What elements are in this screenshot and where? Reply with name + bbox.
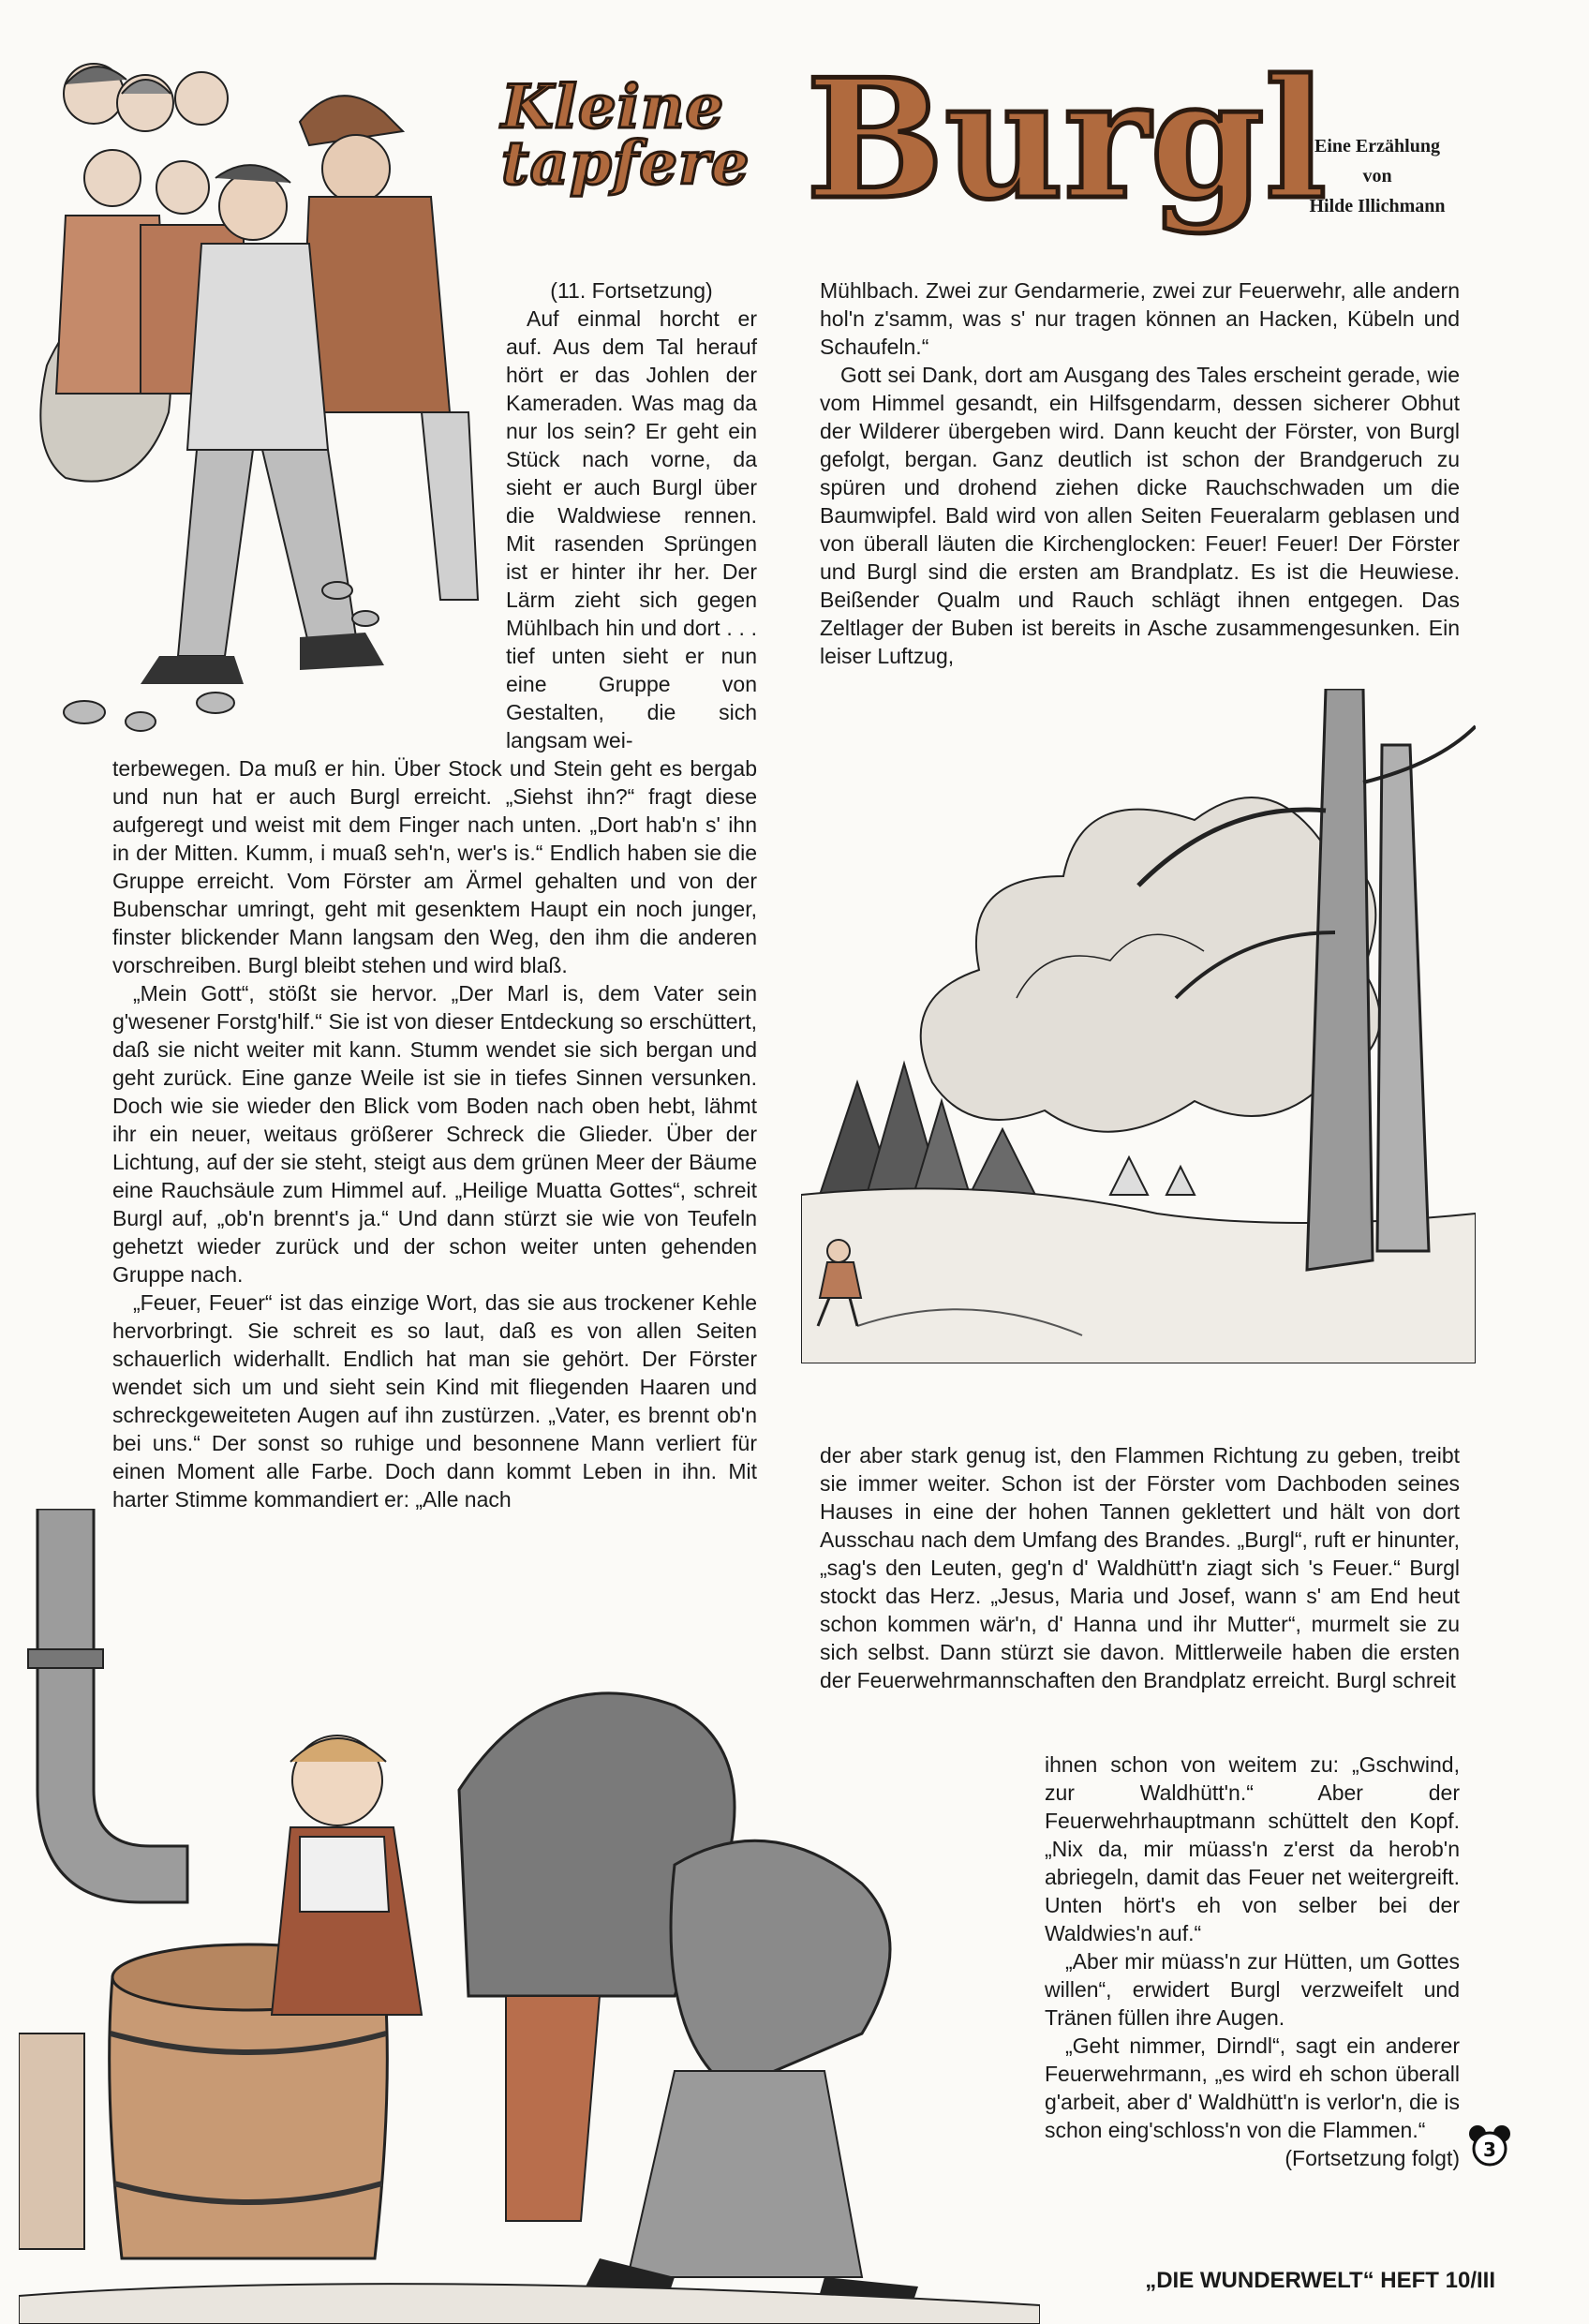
text-column-left-wide	[112, 754, 757, 1513]
illustration-forest-fire	[801, 689, 1476, 1363]
footer-magazine-issue: „DIE WUNDERWELT“ HEFT 10/III	[1145, 2268, 1495, 2293]
byline-line-2: von	[1362, 166, 1392, 186]
illustration-boys-and-forester	[28, 56, 506, 750]
paragraph: der aber stark genug ist, den Flammen Richtung zu geben, treibt sie immer weiter. Schon ist der Förster vom Dachboden seines Hauses in eine der hohen Tannen geklettert und hält von dort Ausschau nach dem Umfang des Brandes. „Burgl“, ruft er hinunter, „sag's den Leuten, geg'n d' Waldhütt'n ziagt sich 's Feuer.“ Burgl stockt das Herz. „Jesus, Maria und Josef, wann s' am End heut schon kommen wär'n, d' Hanna und ihr Mutter“, murmelt sie zu sich selbst. Dann stürzt sie davon. Mittlerweile haben die ersten der Feuerwehrmannschaften den Brandplatz erreicht. Burgl schreit	[820, 1443, 1460, 1692]
byline-line-1: Eine Erzählung	[1314, 136, 1440, 156]
paragraph: „Aber mir müass'n zur Hütten, um Gottes willen“, erwidert Burgl verzweifelt und Tränen füllen ihre Augen.	[1045, 1949, 1460, 2030]
illustration-barrel-and-firefighters	[19, 1509, 1040, 2324]
continuation-note: (11. Fortsetzung)	[550, 278, 713, 303]
text-column-right-bottom	[1045, 1750, 1460, 2172]
page-number: 3	[1483, 2138, 1496, 2161]
paragraph: Mühlbach. Zwei zur Gendarmerie, zwei zur Feuerwehr, alle andern hol'n z'samm, was s' nur tragen können an Hacken, Kübeln und Schaufeln.“	[820, 278, 1460, 359]
byline	[1274, 131, 1480, 221]
paragraph: „Geht nimmer, Dirndl“, sagt ein anderer Feuerwehrmann, „es wird eh schon überall g'arbeit, aber d' Waldhütt'n is verlor'n, die is schon eing'schloss'n von die Flammen.“	[1045, 2034, 1460, 2142]
text-column-right-top	[820, 276, 1460, 670]
paragraph: ihnen schon von weitem zu: „Gschwind, zur Waldhütt'n.“ Aber der Feuerwehrhauptmann schüttelt den Kopf. „Nix da, mir müass'n z'erst da herob'n abriegeln, damit das Feuer net weitergreift. Unten hört's eh von selber bei der Waldwies'n auf.“	[1045, 1752, 1460, 1945]
paragraph: terbewegen. Da muß er hin. Über Stock und Stein geht es bergab und nun hat er auch Burgl erreicht. „Siehst ihn?“ fragt diese aufgeregt und weist mit dem Finger nach unten. „Dort hab'n s' ihn in der Mitten. Kumm, i muaß seh'n, wer's is.“ Endlich haben sie die Gruppe erreicht. Vom Förster am Ärmel gehalten und von der Bubenschar umringt, geht mit gesenktem Haupt ein noch junger, finster blickender Mann langsam den Weg, den ihm die anderen vorschreiben. Burgl bleibt stehen und wird blaß.	[112, 756, 757, 977]
page-number-mascot	[1466, 2123, 1513, 2169]
title-small	[501, 72, 750, 199]
text-column-left-narrow	[506, 276, 757, 754]
paragraph: „Mein Gott“, stößt sie hervor. „Der Marl is, dem Vater sein g'wesener Forstg'hilf.“ Sie ist von dieser Entdeckung so erschüttert, daß sie nicht weiter mit kann. Stumm wendet sie sich bergan und geht zurück. Eine ganze Weile ist sie in tiefes Sinnen versunken. Doch wie sie wieder den Blick vom Boden nach oben hebt, lähmt ihr ein neuer, weitaus größerer Schreck die Glieder. Über der Lichtung, auf der sie steht, steigt aus dem grünen Meer der Bäume eine Rauchsäule zum Himmel auf. „Heilige Muatta Gottes“, schreit Burgl auf, „ob'n brennt's ja.“ Und dann stürzt sie wie von Teufeln gehetzt wieder zurück und der schon weiter unten gehenden Gruppe nach.	[112, 981, 757, 1287]
paragraph: Auf einmal horcht er auf. Aus dem Tal herauf hört er das Johlen der Kameraden. Was mag da nur los sein? Er geht ein Stück nach vorne, da sieht er auch Burgl über die Waldwiese rennen. Mit rasenden Sprüngen ist er hinter ihr her. Der Lärm zieht sich gegen Mühlbach hin und dort . . . tief unten sieht er nun eine Gruppe von Gestalten, die sich langsam wei-	[506, 306, 757, 752]
continued-note: (Fortsetzung folgt)	[1285, 2146, 1460, 2170]
title-line-1: Kleine	[501, 72, 725, 142]
paragraph: „Feuer, Feuer“ ist das einzige Wort, das sie aus trockener Kehle hervorbringt. Sie schreit es so laut, daß es von allen Seiten schauerlich widerhallt. Endlich hat man sie gehört. Der Förster wendet sich um und sieht sein Kind mit fliegenden Haaren und schreckgeweiteten Augen auf ihn zustürzen. „Vater, es brennt ob'n bei uns.“ Der sonst so ruhige und besonnene Mann verliert für einen Moment alle Farbe. Doch dann kommt Leben in ihn. Mit harter Stimme kommandiert er: „Alle nach	[112, 1290, 757, 1512]
title-line-2: tapfere	[501, 128, 750, 199]
title-main: Burgl	[806, 44, 1328, 236]
byline-line-3: Hilde Illichmann	[1309, 196, 1446, 216]
paragraph: Gott sei Dank, dort am Ausgang des Tales erscheint gerade, wie vom Himmel gesandt, ein Hilfsgendarm, dessen sicherer Obhut der Wilderer übergeben wird. Dann keucht der Förster, von Burgl gefolgt, bergan. Ganz deutlich ist schon der Brandgeruch zu spüren und drohend ziehen dicke Rauchschwaden um die Baumwipfel. Bald wird von allen Seiten Feueralarm geblasen und von überall läuten die Kirchenglocken: Feuer! Feuer! Der Förster und Burgl sind die ersten am Brandplatz. Es ist die Heuwiese. Beißender Qualm und Rauch schlägt ihnen entgegen. Das Zeltlager der Buben ist bereits in Asche zusammengesunken. Ein leiser Luftzug,	[820, 363, 1460, 668]
